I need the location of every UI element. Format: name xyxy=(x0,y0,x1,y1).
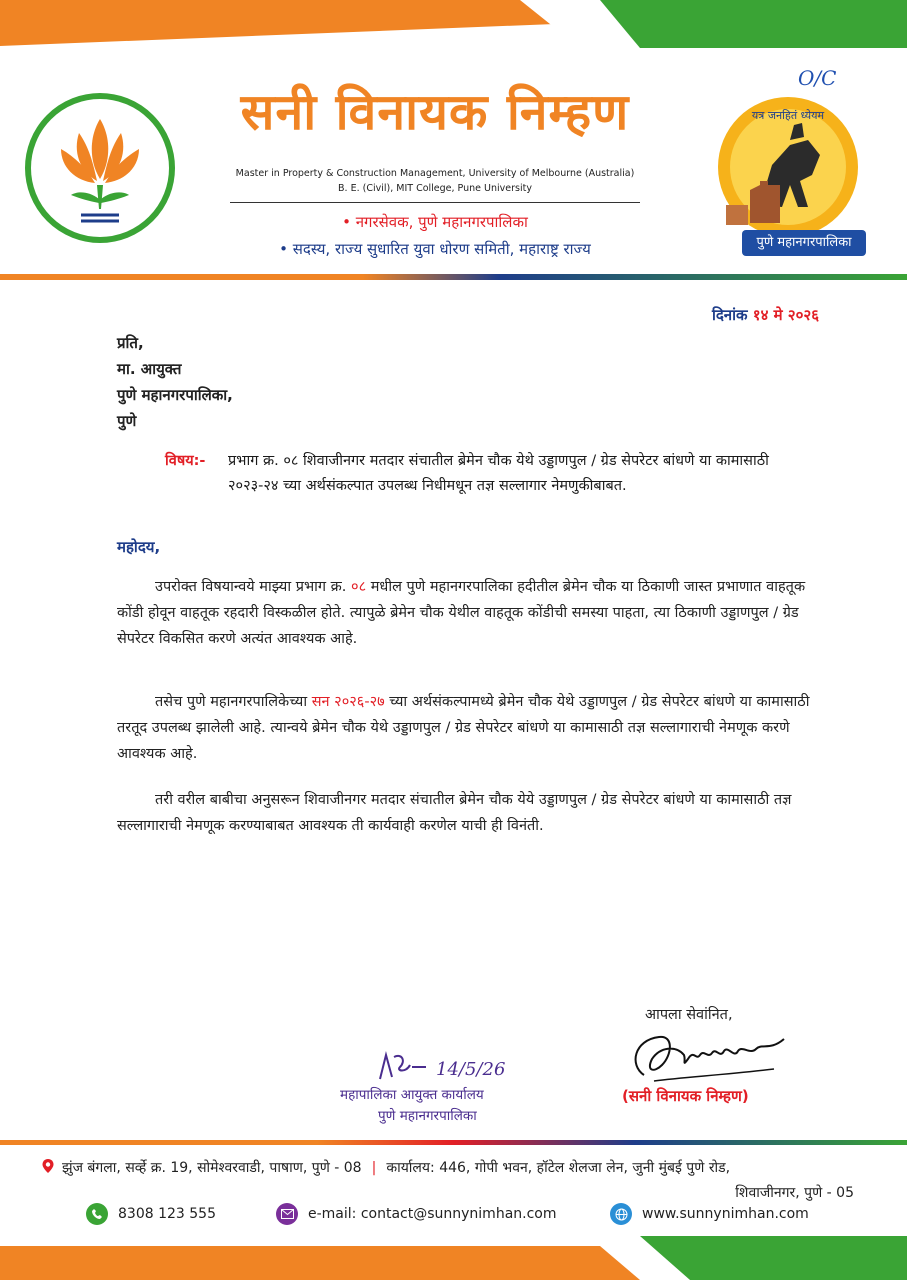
signatory-name: (सनी विनायक निम्हण) xyxy=(622,1087,749,1105)
to-line-2: पुणे महानगरपालिका, xyxy=(117,386,233,404)
to-line-3: पुणे xyxy=(117,412,137,430)
subject-text: प्रभाग क्र. ०८ शिवाजीनगर मतदार संचातील ब्रेमेन चौक येथे उड्डाणपुल / ग्रेड सेपरेटर बांधणे या कामासाठी २०२३-२४ च्या अर्थसंकल्पात उपलब्ध निधीमधून तज्ञ सल्लागार नेमणुकीबाबत. xyxy=(228,453,769,494)
letter-date xyxy=(712,305,819,325)
subject-block xyxy=(165,449,815,499)
pmc-motto: यत्र जनहितं ध्येयम xyxy=(751,109,825,122)
qualification-line-2: B. E. (Civil), MIT College, Pune University xyxy=(338,183,532,194)
stamp-date: 14/5/26 xyxy=(436,1059,506,1080)
closing: आपला सेवांनित, xyxy=(645,1007,733,1023)
stamp-corporation-line: पुणे महानगरपालिका xyxy=(378,1108,477,1124)
recipient-address xyxy=(117,330,233,434)
footer-address xyxy=(40,1156,870,1206)
phone-number: 8308 123 555 xyxy=(118,1206,216,1222)
residence-address: झुंज बंगला, सर्व्हे क्र. 19, सोमेश्वरवाडी, पाषाण, पुणे - 08 xyxy=(62,1160,362,1176)
salutation: महोदय, xyxy=(117,538,161,556)
paragraph-3: तरी वरील बाबीचा अनुसरून शिवाजीनगर मतदार संचातील ब्रेमेन चौक येये उड्डाणपुल / ग्रेड सेपरेटर बांधणे या कामासाठी तज्ञ सल्लागाराची नेमणूक करण्याबाबत आवश्यक ती कार्यवाही करणेल याची ही विनंती. xyxy=(117,792,792,834)
oc-handwritten-mark: O/C xyxy=(798,66,837,90)
contact-website[interactable] xyxy=(610,1203,809,1225)
location-pin-icon xyxy=(40,1158,56,1174)
globe-icon xyxy=(610,1203,632,1225)
party-logo xyxy=(25,93,175,243)
pmc-banner: पुणे महानगरपालिका xyxy=(742,230,866,256)
email-address: e-mail: contact@sunnynimhan.com xyxy=(308,1206,557,1222)
qualification-line-1: Master in Property & Construction Management, University of Melbourne (Australia) xyxy=(235,168,635,179)
role-corporator: • नगरसेवक, पुणे महानगरपालिका xyxy=(342,213,528,231)
address-separator: | xyxy=(371,1160,377,1176)
lotus-icon xyxy=(31,99,169,237)
office-address-city: शिवाजीनगर, पुणे - 05 xyxy=(735,1185,854,1201)
header-stripe xyxy=(0,274,907,280)
header-divider xyxy=(230,202,640,203)
to-label: प्रति, xyxy=(117,334,144,352)
to-line-1: मा. आयुक्त xyxy=(117,360,182,378)
whatsapp-icon xyxy=(86,1203,108,1225)
letterhead-name: सनी विनायक निम्हण xyxy=(240,82,630,141)
stamp-office-line: महापालिका आयुक्त कार्यालय xyxy=(340,1087,484,1103)
handwritten-signature xyxy=(624,1025,794,1087)
paragraph-2: तसेच पुणे महानगरपालिकेच्या सन २०२६-२७ च्या अर्थसंकल्पामध्ये ब्रेमेन चौक येथे उड्डाणपुल / ग्रेड सेपरेटर बांधणे या कामासाठी तरतूद उपलब्ध झालेली आहे. त्यान्वये ब्रेमेन चौक येथे उड्डाणपुल / ग्रेड सेपरेटर बांधणे या कामासाठी तज्ञ सल्लागाराची नेमणूक करणे आवश्यक आहे. xyxy=(117,694,810,762)
website-url: www.sunnynimhan.com xyxy=(642,1206,809,1222)
top-banner-stripes xyxy=(0,0,907,48)
date-label: दिनांक xyxy=(711,306,748,324)
contact-email[interactable] xyxy=(276,1203,557,1225)
received-stamp-initials xyxy=(372,1047,532,1087)
role-committee-member: • सदस्य, राज्य सुधारित युवा धोरण समिती, महाराष्ट्र राज्य xyxy=(279,240,591,258)
contact-phone[interactable] xyxy=(86,1203,216,1225)
subject-label: विषय:- xyxy=(165,453,206,469)
bottom-banner-stripes xyxy=(0,1236,907,1280)
date-value: १४ मे २०२६ xyxy=(752,306,819,324)
office-address: कार्यालय: 446, गोपी भवन, हॉटेल शेलजा लेन, जुनी मुंबई पुणे रोड, xyxy=(386,1160,731,1176)
qualifications xyxy=(200,166,670,196)
email-icon xyxy=(276,1203,298,1225)
paragraph-1: उपरोक्त विषयान्वये माझ्या प्रभाग क्र. ०८ मधील पुणे महानगरपालिका हदीतील ब्रेमेन चौक या ठिकाणी जास्त प्रभाणात वाहतूक कोंडी होवून वाहतूक रहदारी विस्कळील होते. त्यापुळे ब्रेमेन चौक येथील वाहतूक कोंडीची समस्या पाहता, त्या ठिकाणी उड्डाणपुल / ग्रेड सेपरेटर विकसित करणे अत्यंत आवश्यक आहे. xyxy=(117,579,806,647)
footer-stripe xyxy=(0,1140,907,1145)
